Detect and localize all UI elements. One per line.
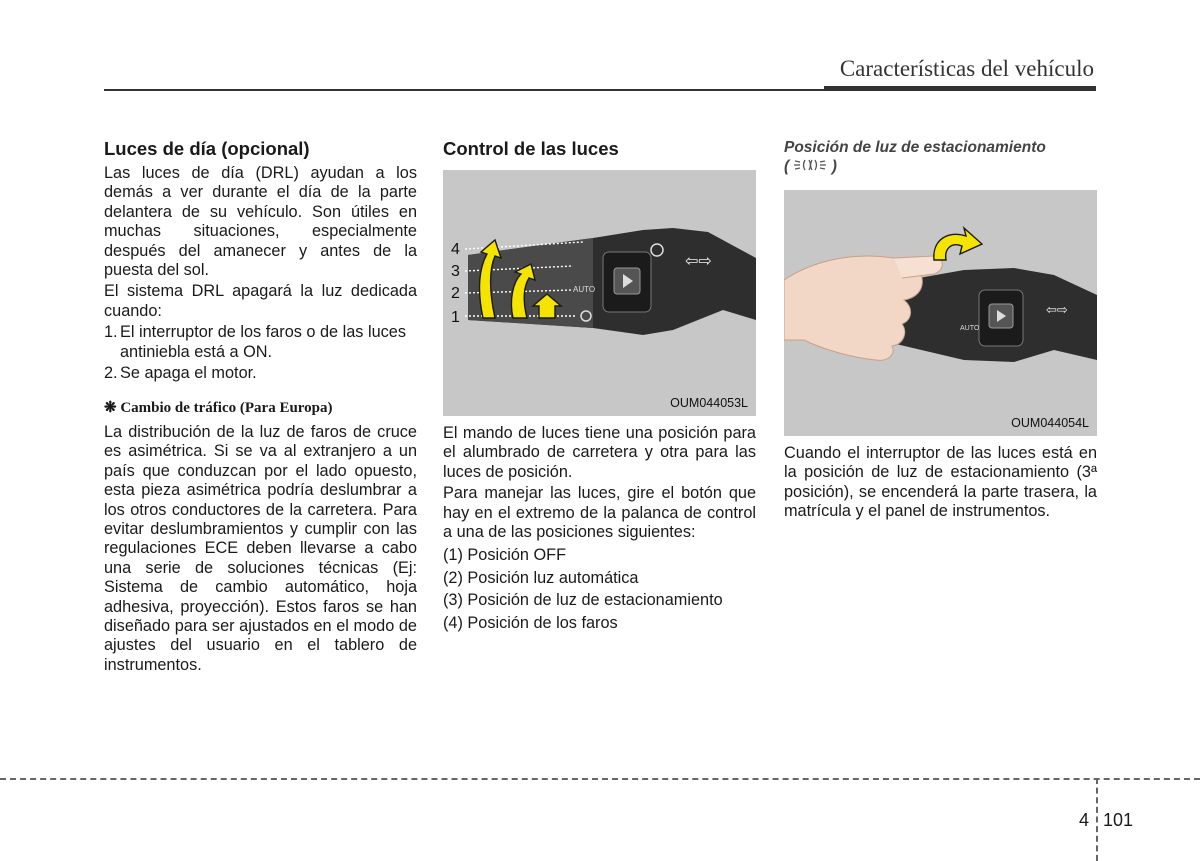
- position-label-2: 2: [451, 285, 460, 302]
- traffic-change-heading: ❋ Cambio de tráfico (Para Europa): [104, 400, 333, 417]
- parking-light-figure: [784, 190, 1097, 436]
- figure-caption: OUM044053L: [670, 395, 748, 410]
- light-control-heading: Control de las luces: [443, 138, 619, 159]
- heading-close-paren: ): [831, 158, 837, 175]
- header-divider-thin: [104, 89, 824, 91]
- list-item: [104, 364, 417, 383]
- position-label-3: 3: [451, 263, 460, 280]
- chapter-number: 4: [1079, 810, 1090, 830]
- list-item-number: 2.: [104, 364, 118, 383]
- hand-switch-illustration: [784, 190, 1097, 436]
- auto-label: AUTO: [960, 325, 980, 332]
- light-switch-figure: [443, 170, 756, 416]
- list-item-text: Se apaga el motor.: [120, 364, 257, 383]
- light-control-paragraph-1: El mando de luces tiene una posición para el alumbrado de carretera y otra para las luces de posición.: [443, 424, 756, 481]
- drl-heading: Luces de día (opcional): [104, 138, 310, 159]
- auto-label: AUTO: [573, 285, 596, 294]
- figure-caption: OUM044054L: [1011, 415, 1089, 430]
- list-item-text: El interruptor de los faros o de las luces antiniebla está a ON.: [120, 323, 406, 361]
- turn-signal-icon: ⇦⇨: [685, 251, 712, 270]
- header-divider-thick: [824, 86, 1096, 91]
- light-control-paragraph-2: Para manejar las luces, gire el botón que hay en el extremo de la palanca de control a una de las posiciones siguientes:: [443, 484, 756, 542]
- position-label-1: 1: [451, 309, 460, 326]
- position-label-4: 4: [451, 241, 460, 258]
- position-list-item: (3) Posición de luz de estacionamiento: [443, 591, 723, 610]
- parking-light-heading-icon-line: [784, 157, 1097, 176]
- column-drl: [104, 138, 417, 677]
- heading-open-paren: (: [784, 158, 790, 175]
- page-number: 101: [1103, 810, 1134, 830]
- column-parking-light: [784, 138, 1097, 524]
- page-header-title: Características del vehículo: [839, 56, 1094, 81]
- light-switch-illustration: [443, 170, 756, 416]
- position-list-item: (2) Posición luz automática: [443, 568, 639, 587]
- turn-signal-icon: ⇦⇨: [1046, 303, 1068, 318]
- parking-light-paragraph: Cuando el interruptor de las luces está en la posición de luz de estacionamiento (3ª posición), se encenderá la parte trasera, la matrícula y el panel de instrumentos.: [784, 444, 1097, 521]
- footer-divider: [0, 778, 1200, 780]
- position-list-item: (1) Posición OFF: [443, 546, 567, 565]
- list-item: [104, 323, 417, 362]
- rotation-arrow: [934, 228, 982, 260]
- list-item-number: 1.: [104, 323, 118, 342]
- drl-paragraph-2: El sistema DRL apagará la luz dedicada cuando:: [104, 282, 417, 320]
- position-list-item: (4) Posición de los faros: [443, 613, 618, 632]
- column-light-control: [443, 138, 756, 633]
- traffic-change-paragraph: La distribución de la luz de faros de cruce es asimétrica. Si se va al extranjero a un país que conduzcan por el lado opuesto, esta pieza asimétrica podría deslumbrar a los otros conductores de la carretera. Para evitar deslumbramientos y cumplir con las regulaciones ECE deben llevarse a cabo una serie de soluciones técnicas (Ej: Sistema de cambio automático, hoja adhesiva, proyección). Estos faros se han diseñado para ser ajustados en el modo de ajustes del usuario en el tablero de instrumentos.: [104, 422, 417, 674]
- drl-paragraph-1: Las luces de día (DRL) ayudan a los demás a ver durante el día de la parte delantera de su vehículo. Son útiles en muchas situaciones, especialmente después del amanecer y antes de la puesta del sol.: [104, 164, 417, 280]
- footer-vertical-divider: [1096, 778, 1098, 861]
- parking-light-icon: [793, 157, 827, 173]
- parking-light-heading: Posición de luz de estacionamiento: [784, 139, 1046, 156]
